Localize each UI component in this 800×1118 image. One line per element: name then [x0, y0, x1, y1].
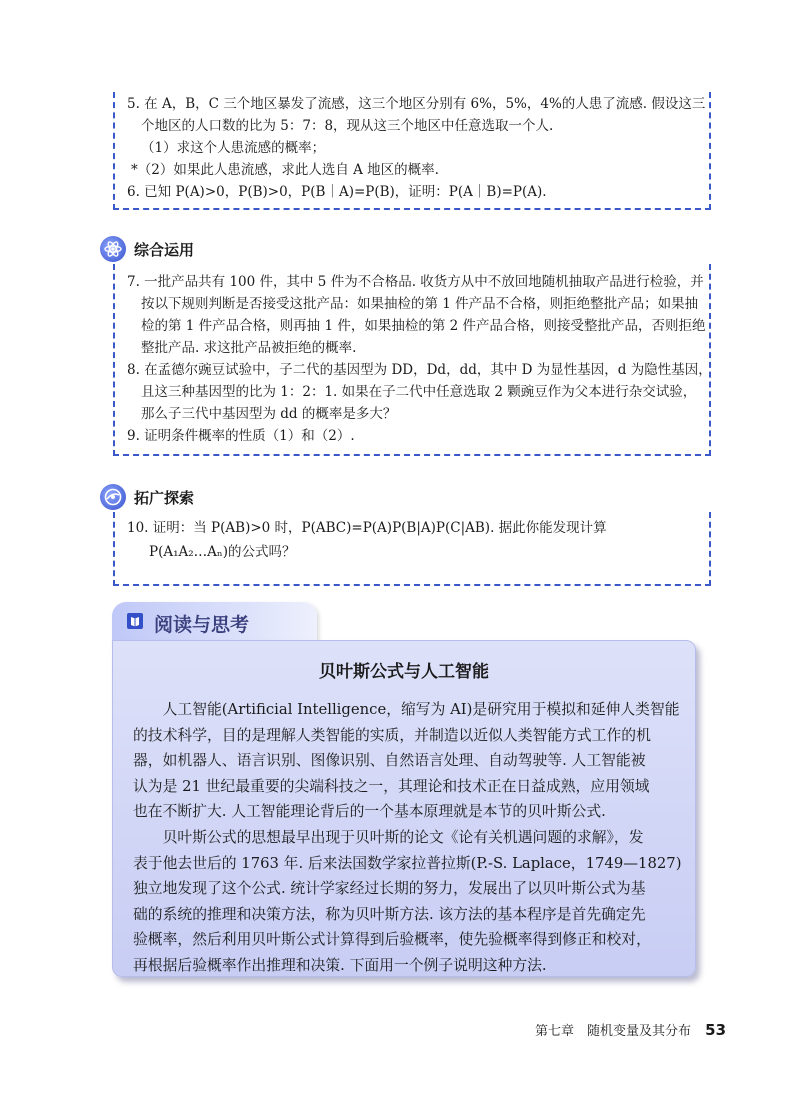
- globe-icon: [100, 484, 126, 510]
- exercise-line: 10. 证明：当 P(AB)>0 时，P(ABC)=P(A)P(B|A)P(C|AB). 据此你能发现计算: [127, 520, 607, 536]
- paragraph-line: 认为是 21 世纪最重要的尖端科技之一，其理论和技术正在日益成熟，应用领域: [133, 777, 650, 795]
- section-header-comprehensive: [100, 234, 194, 264]
- exercise-line: 5. 在 A，B，C 三个地区暴发了流感，这三个地区分别有 6%，5%，4%的人患了流感. 假设这三: [127, 96, 706, 112]
- exercise-line: 8. 在孟德尔豌豆试验中，子二代的基因型为 DD，Dd，dd，其中 D 为显性基因，d 为隐性基因，: [127, 362, 712, 378]
- exercise-block-extension: [113, 512, 711, 586]
- paragraph-line: 的技术科学，目的是理解人类智能的实质，并制造以近似人类智能方式工作的机: [133, 726, 651, 744]
- exercise-line: 个地区的人口数的比为 5：7：8，现从这三个地区中任意选取一个人.: [141, 118, 554, 134]
- section-title: 拓广探索: [134, 488, 195, 507]
- exercise-block-comprehensive: [113, 264, 711, 456]
- reading-tab: [112, 602, 317, 644]
- section-header-extension: [100, 482, 194, 512]
- exercise-line: 整批产品. 求这批产品被拒绝的概率.: [141, 340, 357, 356]
- exercise-line: 检的第 1 件产品合格，则再抽 1 件，如果抽检的第 2 件产品合格，则接受整批产品，否则拒绝: [141, 318, 706, 334]
- paragraph-line: 础的系统的推理和决策方法，称为贝叶斯方法. 该方法的基本程序是首先确定先: [133, 905, 646, 923]
- reading-box: [112, 640, 696, 977]
- paragraph-line: 再根据后验概率作出推理和决策. 下面用一个例子说明这种方法.: [133, 956, 547, 974]
- exercise-line: 6. 已知 P(A)>0，P(B)>0，P(B｜A)=P(B)，证明：P(A｜B)=P(A).: [127, 184, 547, 200]
- paragraph-line: 也在不断扩大. 人工智能理论背后的一个基本原理就是本节的贝叶斯公式.: [133, 803, 606, 820]
- paragraph-line: 表于他去世后的 1763 年. 后来法国数学家拉普拉斯(P.-S. Laplace，1749—1827): [133, 854, 682, 872]
- atom-icon: [100, 236, 126, 262]
- section-title: 综合运用: [134, 240, 195, 259]
- book-icon: [124, 610, 146, 636]
- exercise-line: （1）求这个人患流感的概率；: [141, 140, 326, 156]
- exercise-block-basic: [113, 92, 711, 210]
- exercise-line: 7. 一批产品共有 100 件，其中 5 件为不合格品. 收货方从中不放回地随机抽取产品进行检验，并: [127, 274, 704, 290]
- paragraph-line: 人工智能(Artificial Intelligence，缩写为 AI)是研究用于模拟和延伸人类智能: [133, 701, 680, 718]
- reading-title: 贝叶斯公式与人工智能: [319, 662, 489, 682]
- reading-paragraph-2: [133, 825, 682, 978]
- reading-paragraph-1: [133, 697, 679, 825]
- paragraph-line: 独立地发现了这个公式. 统计学家经过长期的努力，发展出了以贝叶斯公式为基: [133, 880, 646, 897]
- exercise-line: 那么子三代中基因型为 dd 的概率是多大？: [141, 406, 397, 422]
- page-number: 53: [705, 1021, 727, 1039]
- exercise-line: *（2）如果此人患流感，求此人选自 A 地区的概率.: [131, 162, 439, 178]
- paragraph-line: 贝叶斯公式的思想最早出现于贝叶斯的论文《论有关机遇问题的求解》，发: [133, 829, 644, 846]
- exercise-line: 按以下规则判断是否接受这批产品：如果抽检的第 1 件产品不合格，则拒绝整批产品；如果抽: [141, 296, 699, 312]
- reading-tab-title: 阅读与思考: [154, 613, 250, 636]
- exercise-line: 9. 证明条件概率的性质（1）和（2）.: [127, 428, 355, 444]
- exercise-line: P(A₁A₂…Aₙ)的公式吗？: [149, 544, 296, 560]
- exercise-line: 且这三种基因型的比为 1：2：1. 如果在子二代中任意选取 2 颗豌豆作为父本进行杂交试验，: [141, 384, 697, 400]
- paragraph-line: 验概率，然后利用贝叶斯公式计算得到后验概率，使先验概率得到修正和校对，: [133, 931, 651, 948]
- paragraph-line: 器，如机器人、语言识别、图像识别、自然语言处理、自动驾驶等. 人工智能被: [133, 752, 646, 769]
- page-footer: [535, 1020, 726, 1039]
- chapter-label: 第七章 随机变量及其分布: [535, 1024, 692, 1039]
